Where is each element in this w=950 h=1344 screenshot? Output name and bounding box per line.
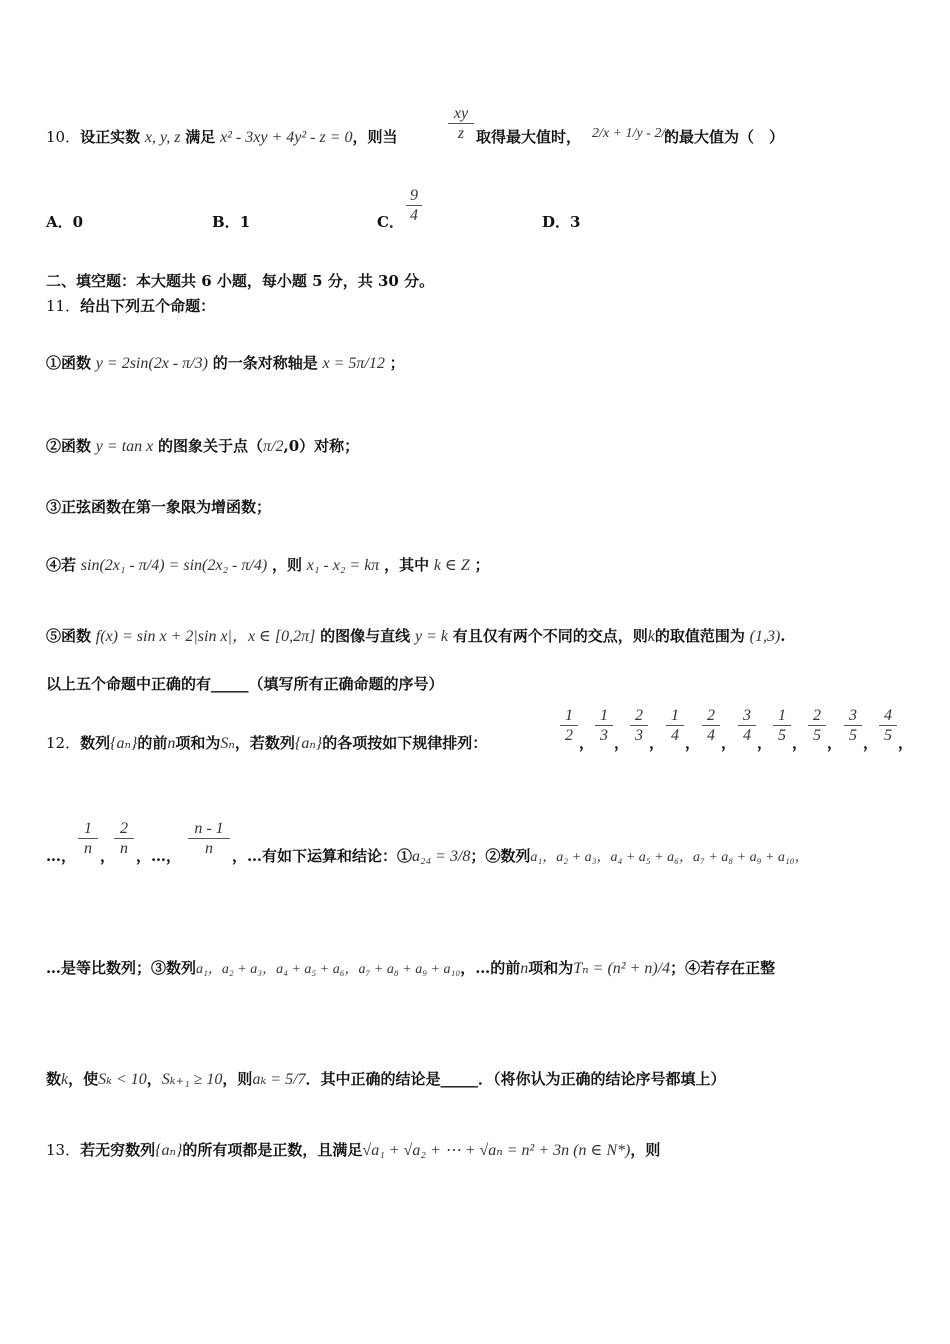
q12-term-comma: ， (579, 734, 595, 752)
q12-term-6 (738, 706, 756, 745)
q10-line (46, 127, 398, 148)
option-d-label: D． (542, 213, 571, 231)
q12-term2-2 (114, 819, 134, 858)
prop1-func: y = 2sin(2x - π/3) (95, 355, 208, 372)
q12-l3-n: n (520, 960, 529, 977)
q10-expr: 2/x + 1/y - 2/z (592, 126, 671, 141)
q12-term-7 (773, 706, 791, 745)
q13-eq: √a₁ + √a₂ + ⋯ + √aₙ = n² + 3n (n ∈ N*) (362, 1142, 631, 1159)
q12-l3-d: ；④若存在正整 (670, 959, 776, 977)
q12-line2-rest (232, 846, 809, 868)
prop1-end: ； (389, 354, 405, 372)
prop1-prefix: ①函数 (46, 354, 92, 372)
q10-option-b (212, 212, 250, 232)
q12-l1-e: 的各项按如下规律排列： (322, 734, 488, 752)
q13-line (46, 1140, 660, 1161)
q12-n: n (167, 735, 176, 752)
prop2-end: ,0）对称； (283, 437, 360, 455)
q12-term2-1 (78, 819, 98, 858)
q10-satisfy: 满足 (185, 128, 216, 146)
term-num: 3 (849, 707, 857, 724)
q12-tn: Tₙ = (n² + n)/4 (573, 960, 671, 977)
term-den: 4 (707, 727, 715, 744)
q12-l1-a: 数列 (80, 734, 111, 752)
term-num: 1 (600, 707, 608, 724)
q10-number: 10． (46, 128, 81, 146)
q12-l1-c: 项和为 (175, 734, 221, 752)
q12-l1-d: ，若数列 (234, 734, 295, 752)
q12-l3-seq: a₁，a₂ + a₃，a₄ + a₅ + a₆，a₇ + a₈ + a₉ + a₁₀ (196, 962, 461, 977)
q12-comma-1: ， (100, 847, 116, 865)
term-num: 2 (635, 707, 643, 724)
term-den: 3 (635, 727, 643, 744)
term-num: 1 (671, 707, 679, 724)
term-num: 2 (813, 707, 821, 724)
prop4-result: x₁ - x₂ = kπ (306, 557, 380, 574)
option-c-num: 9 (410, 187, 418, 204)
prop2-prefix: ②函数 (46, 437, 92, 455)
q12-term-8 (808, 706, 826, 745)
q11-prop2 (46, 436, 359, 457)
prop5-mid3: 的取值范围为 (654, 627, 745, 645)
q12-line4 (46, 1069, 726, 1090)
q11-prop5 (46, 626, 786, 647)
prop1-axis: x = 5π/12 (322, 355, 385, 372)
prop4-end: ； (474, 556, 490, 574)
option-a-label: A． (46, 213, 73, 231)
prop4-mid: ，则 (271, 556, 302, 574)
q10-option-c-label: C． (377, 213, 404, 231)
q12-cond2: Sₖ₊₁ ≥ 10 (161, 1071, 223, 1088)
prop5-line: y = k (414, 628, 448, 645)
prop5-func: f(x) = sin x + 2|sin x|，x ∈ [0,2π] (95, 628, 316, 645)
q12-term-5 (702, 706, 720, 745)
q11-intro-line (46, 296, 215, 316)
q12-term-comma: ， (827, 734, 843, 752)
q12-l4-sep: ， (146, 1070, 162, 1088)
term-den: 5 (884, 727, 892, 744)
term-den: 4 (743, 727, 751, 744)
q12-term-comma: ， (614, 734, 630, 752)
q10-when: ，则当 (352, 128, 398, 146)
option-a-value: 0 (72, 213, 84, 231)
option-b-label: B． (212, 213, 240, 231)
q12-line3 (46, 958, 775, 980)
term-den: 2 (565, 727, 573, 744)
q10-vars: x, y, z (144, 129, 181, 146)
prop1-mid: 的一条对称轴是 (212, 354, 318, 372)
q11-conclusion: 以上五个命题中正确的有_____（填写所有正确命题的序号） (46, 675, 444, 693)
term-den: 5 (778, 727, 786, 744)
q12-term-9 (844, 706, 862, 745)
q13-number: 13． (46, 1141, 81, 1159)
q10-max-when: 取得最大值时， (476, 128, 582, 146)
term2-3-num: n - 1 (194, 820, 224, 837)
q12-l3-c: 项和为 (528, 959, 574, 977)
term-den: 4 (671, 727, 679, 744)
q10-frac-num: xy (453, 105, 469, 122)
q12-seq: {aₙ} (110, 735, 138, 752)
q12-ak: aₖ = 5/7 (252, 1071, 306, 1088)
q12-term-comma: ， (721, 734, 737, 752)
q12-l2-seq: a₁，a₂ + a₃，a₄ + a₅ + a₆，a₇ + a₈ + a₉ + a₁₀， (530, 850, 809, 865)
term-num: 2 (707, 707, 715, 724)
term-num: 1 (565, 707, 573, 724)
term2-3-den: n (205, 840, 213, 857)
q12-l3-a: …是等比数列；③数列 (46, 959, 197, 977)
prop4-end-a: ，其中 (384, 556, 430, 574)
section2-heading: 二、填空题：本大题共 6 小题，每小题 5 分，共 30 分。 (46, 272, 435, 290)
q10-frac-xy-over-z (448, 104, 474, 143)
term2-2-num: 2 (120, 820, 128, 837)
q12-number: 12． (46, 734, 81, 752)
prop5-range: (1,3) (749, 628, 781, 645)
q12-term-4 (666, 706, 684, 745)
term-num: 3 (743, 707, 751, 724)
q10-option-c-frac (406, 186, 422, 225)
q12-term-1 (560, 706, 578, 745)
prop4-cond: sin(2x₁ - π/4) = sin(2x₂ - π/4) (80, 557, 268, 574)
term2-1-den: n (84, 840, 92, 857)
term2-1-num: 1 (84, 820, 92, 837)
q10-option-d (542, 212, 580, 232)
q12-term-comma: ， (757, 734, 773, 752)
q12-l2-b: ，…， (136, 847, 182, 865)
q12-term-comma: ， (792, 734, 808, 752)
q12-term-10 (879, 706, 897, 745)
q10-intro: 设正实数 (80, 128, 141, 146)
q12-l1-b: 的前 (137, 734, 168, 752)
q10-option-a (46, 212, 83, 232)
option-d-value: 3 (570, 213, 581, 231)
q12-k: k (61, 1071, 69, 1088)
q10-equation: x² - 3xy + 4y² - z = 0 (220, 129, 353, 146)
q12-term-2 (595, 706, 613, 745)
q12-l4-a: 数 (46, 1070, 62, 1088)
option-b-value: 1 (239, 213, 251, 231)
q12-line1 (46, 733, 487, 754)
q12-term-comma: ， (649, 734, 665, 752)
prop2-point: π/2 (263, 438, 284, 455)
q12-l4-c: ，则 (222, 1070, 253, 1088)
q12-l2-a: …， (46, 847, 77, 865)
term-den: 5 (813, 727, 821, 744)
q12-l2-c: ，…有如下运算和结论：① (232, 847, 413, 865)
prop5-prefix: ⑤函数 (46, 627, 92, 645)
q12-l4-b: ，使 (68, 1070, 99, 1088)
prop2-mid: 的图象关于点（ (158, 437, 264, 455)
term-num: 1 (778, 707, 786, 724)
q13-seq: {aₙ} (155, 1142, 183, 1159)
term2-2-den: n (120, 840, 128, 857)
q11-intro: 给出下列五个命题： (80, 297, 216, 315)
term-den: 5 (849, 727, 857, 744)
q11-number: 11． (46, 297, 81, 315)
q13-b: 的所有项都是正数，且满足 (182, 1141, 363, 1159)
q12-cond1: Sₖ < 10 (98, 1071, 147, 1088)
prop5-mid: 的图像与直线 (320, 627, 411, 645)
q10-frac-den: z (457, 125, 465, 142)
q12-a24: a₂₄ = 3/8 (412, 848, 471, 865)
q12-sn: Sₙ (220, 735, 235, 752)
q12-term-comma: ， (863, 734, 879, 752)
q13-a: 若无穷数列 (80, 1141, 156, 1159)
q10-tail: 的最大值为（ ） (664, 128, 785, 146)
option-c-den: 4 (410, 207, 418, 224)
q11-prop3: ③正弦函数在第一象限为增函数； (46, 498, 272, 516)
q12-term-comma: ， (685, 734, 701, 752)
q12-term-comma: ， (898, 734, 914, 752)
q12-l3-b: ，…的前 (460, 959, 521, 977)
term-num: 4 (884, 707, 892, 724)
q13-c: ，则 (630, 1141, 661, 1159)
term-den: 3 (600, 727, 608, 744)
q12-term-3 (630, 706, 648, 745)
prop2-func: y = tan x (95, 438, 154, 455)
prop4-k: k ∈ Z (433, 557, 470, 574)
q12-l4-d: ．其中正确的结论是_____．（将你认为正确的结论序号都填上） (305, 1070, 726, 1088)
q12-term2-3 (188, 819, 230, 858)
q11-prop4 (46, 555, 490, 576)
prop5-end: . (780, 627, 786, 645)
prop5-mid2: 有且仅有两个不同的交点，则 (452, 627, 648, 645)
prop4-prefix: ④若 (46, 556, 77, 574)
q12-l2-d: ；②数列 (470, 847, 531, 865)
q11-prop1 (46, 353, 405, 374)
prop5-k: k (647, 628, 655, 645)
q12-seq-2: {aₙ} (294, 735, 323, 752)
